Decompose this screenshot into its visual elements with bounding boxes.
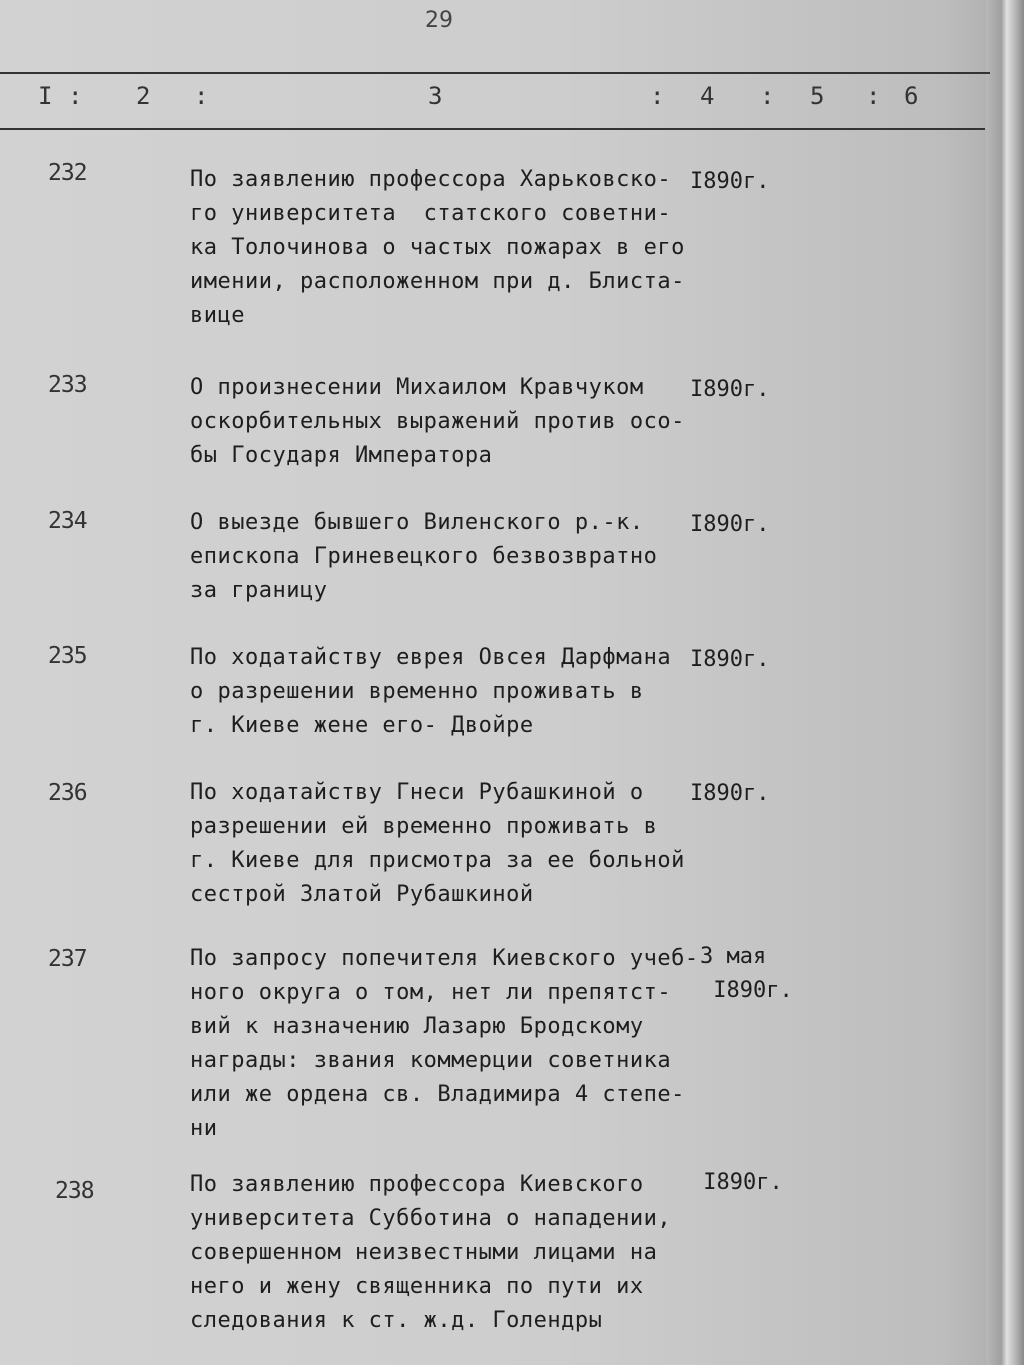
entry-line: него и жену священника по пути их [190, 1274, 644, 1299]
entry-line: вий к назначению Лазарю Бродскому [190, 1014, 644, 1039]
entry-line: По запросу попечителя Киевского учеб- [190, 946, 699, 971]
entry-line: вице [190, 303, 245, 328]
entry-number: 237 [48, 946, 87, 972]
entry-date: I890г. [690, 781, 770, 806]
entry-description [190, 776, 700, 912]
header-rule-top [0, 72, 990, 74]
column-header-6: 6 [904, 82, 919, 110]
entry-line: О выезде бывшего Виленского р.-к. [190, 510, 644, 535]
entry-line: или же ордена св. Владимира 4 степе- [190, 1082, 685, 1107]
entry-date-line: I890г. [700, 978, 793, 1003]
entry-line: епископа Гриневецкого безвозвратно [190, 544, 658, 569]
column-header-separator: : [866, 82, 881, 110]
entry-number: 233 [48, 372, 87, 398]
header-rule-bottom [0, 128, 985, 130]
column-header-separator: : [760, 82, 775, 110]
entry-line: совершенном неизвестными лицами на [190, 1240, 658, 1265]
column-header-separator: : [68, 82, 83, 110]
entry-date-line: 3 мая [700, 944, 767, 969]
entry-line: следования к ст. ж.д. Голендры [190, 1308, 603, 1333]
entry-line: сестрой Златой Рубашкиной [190, 882, 534, 907]
entry-line: г. Киеве жене его- Двойре [190, 713, 534, 738]
entry-number: 238 [55, 1178, 94, 1204]
column-header-4: 4 [700, 82, 715, 110]
entry-date: I890г. [690, 647, 770, 672]
entry-date: I890г. [690, 1170, 783, 1195]
entry-date: I890г. [690, 377, 770, 402]
entry-date: I890г. [690, 512, 770, 537]
entry-line: разрешении ей временно проживать в [190, 814, 658, 839]
entry-number: 235 [48, 643, 87, 669]
entry-line: за границу [190, 578, 328, 603]
entry-date [700, 940, 793, 1008]
entry-description [190, 371, 700, 473]
entry-line: го университета статского советни- [190, 201, 672, 226]
entry-description [190, 942, 700, 1146]
column-header-5: 5 [810, 82, 825, 110]
entry-number: 232 [48, 160, 87, 186]
entry-line: имении, расположенном при д. Блиста- [190, 269, 685, 294]
entry-line: По заявлению профессора Харьковско- [190, 167, 672, 192]
entry-number: 234 [48, 508, 87, 534]
entry-description [190, 641, 700, 743]
column-header-1: I [38, 82, 53, 110]
entry-line: награды: звания коммерции советника [190, 1048, 672, 1073]
entry-line: университета Субботина о нападении, [190, 1206, 672, 1231]
entry-description [190, 163, 700, 333]
entry-number: 236 [48, 780, 87, 806]
entry-line: О произнесении Михаилом Кравчуком [190, 375, 644, 400]
entry-line: ни [190, 1116, 218, 1141]
column-header-separator: : [650, 82, 665, 110]
entry-description [190, 1168, 700, 1338]
entry-description [190, 506, 700, 608]
entry-line: По ходатайству еврея Овсея Дарфмана [190, 645, 672, 670]
entry-line: бы Государя Императора [190, 443, 493, 468]
page-number: 29 [425, 8, 453, 33]
column-header-3: 3 [428, 82, 443, 110]
entry-date: I890г. [690, 169, 770, 194]
column-header-separator: : [194, 82, 209, 110]
entry-line: По ходатайству Гнеси Рубашкиной о [190, 780, 644, 805]
entry-line: ного округа о том, нет ли препятст- [190, 980, 672, 1005]
entry-line: о разрешении временно проживать в [190, 679, 644, 704]
entry-line: По заявлению профессора Киевского [190, 1172, 644, 1197]
entry-line: г. Киеве для присмотра за ее больной [190, 848, 685, 873]
entry-line: оскорбительных выражений против осо- [190, 409, 685, 434]
entry-line: ка Толочинова о частых пожарах в его [190, 235, 685, 260]
column-header-2: 2 [136, 82, 151, 110]
page-edge [986, 0, 1024, 1365]
